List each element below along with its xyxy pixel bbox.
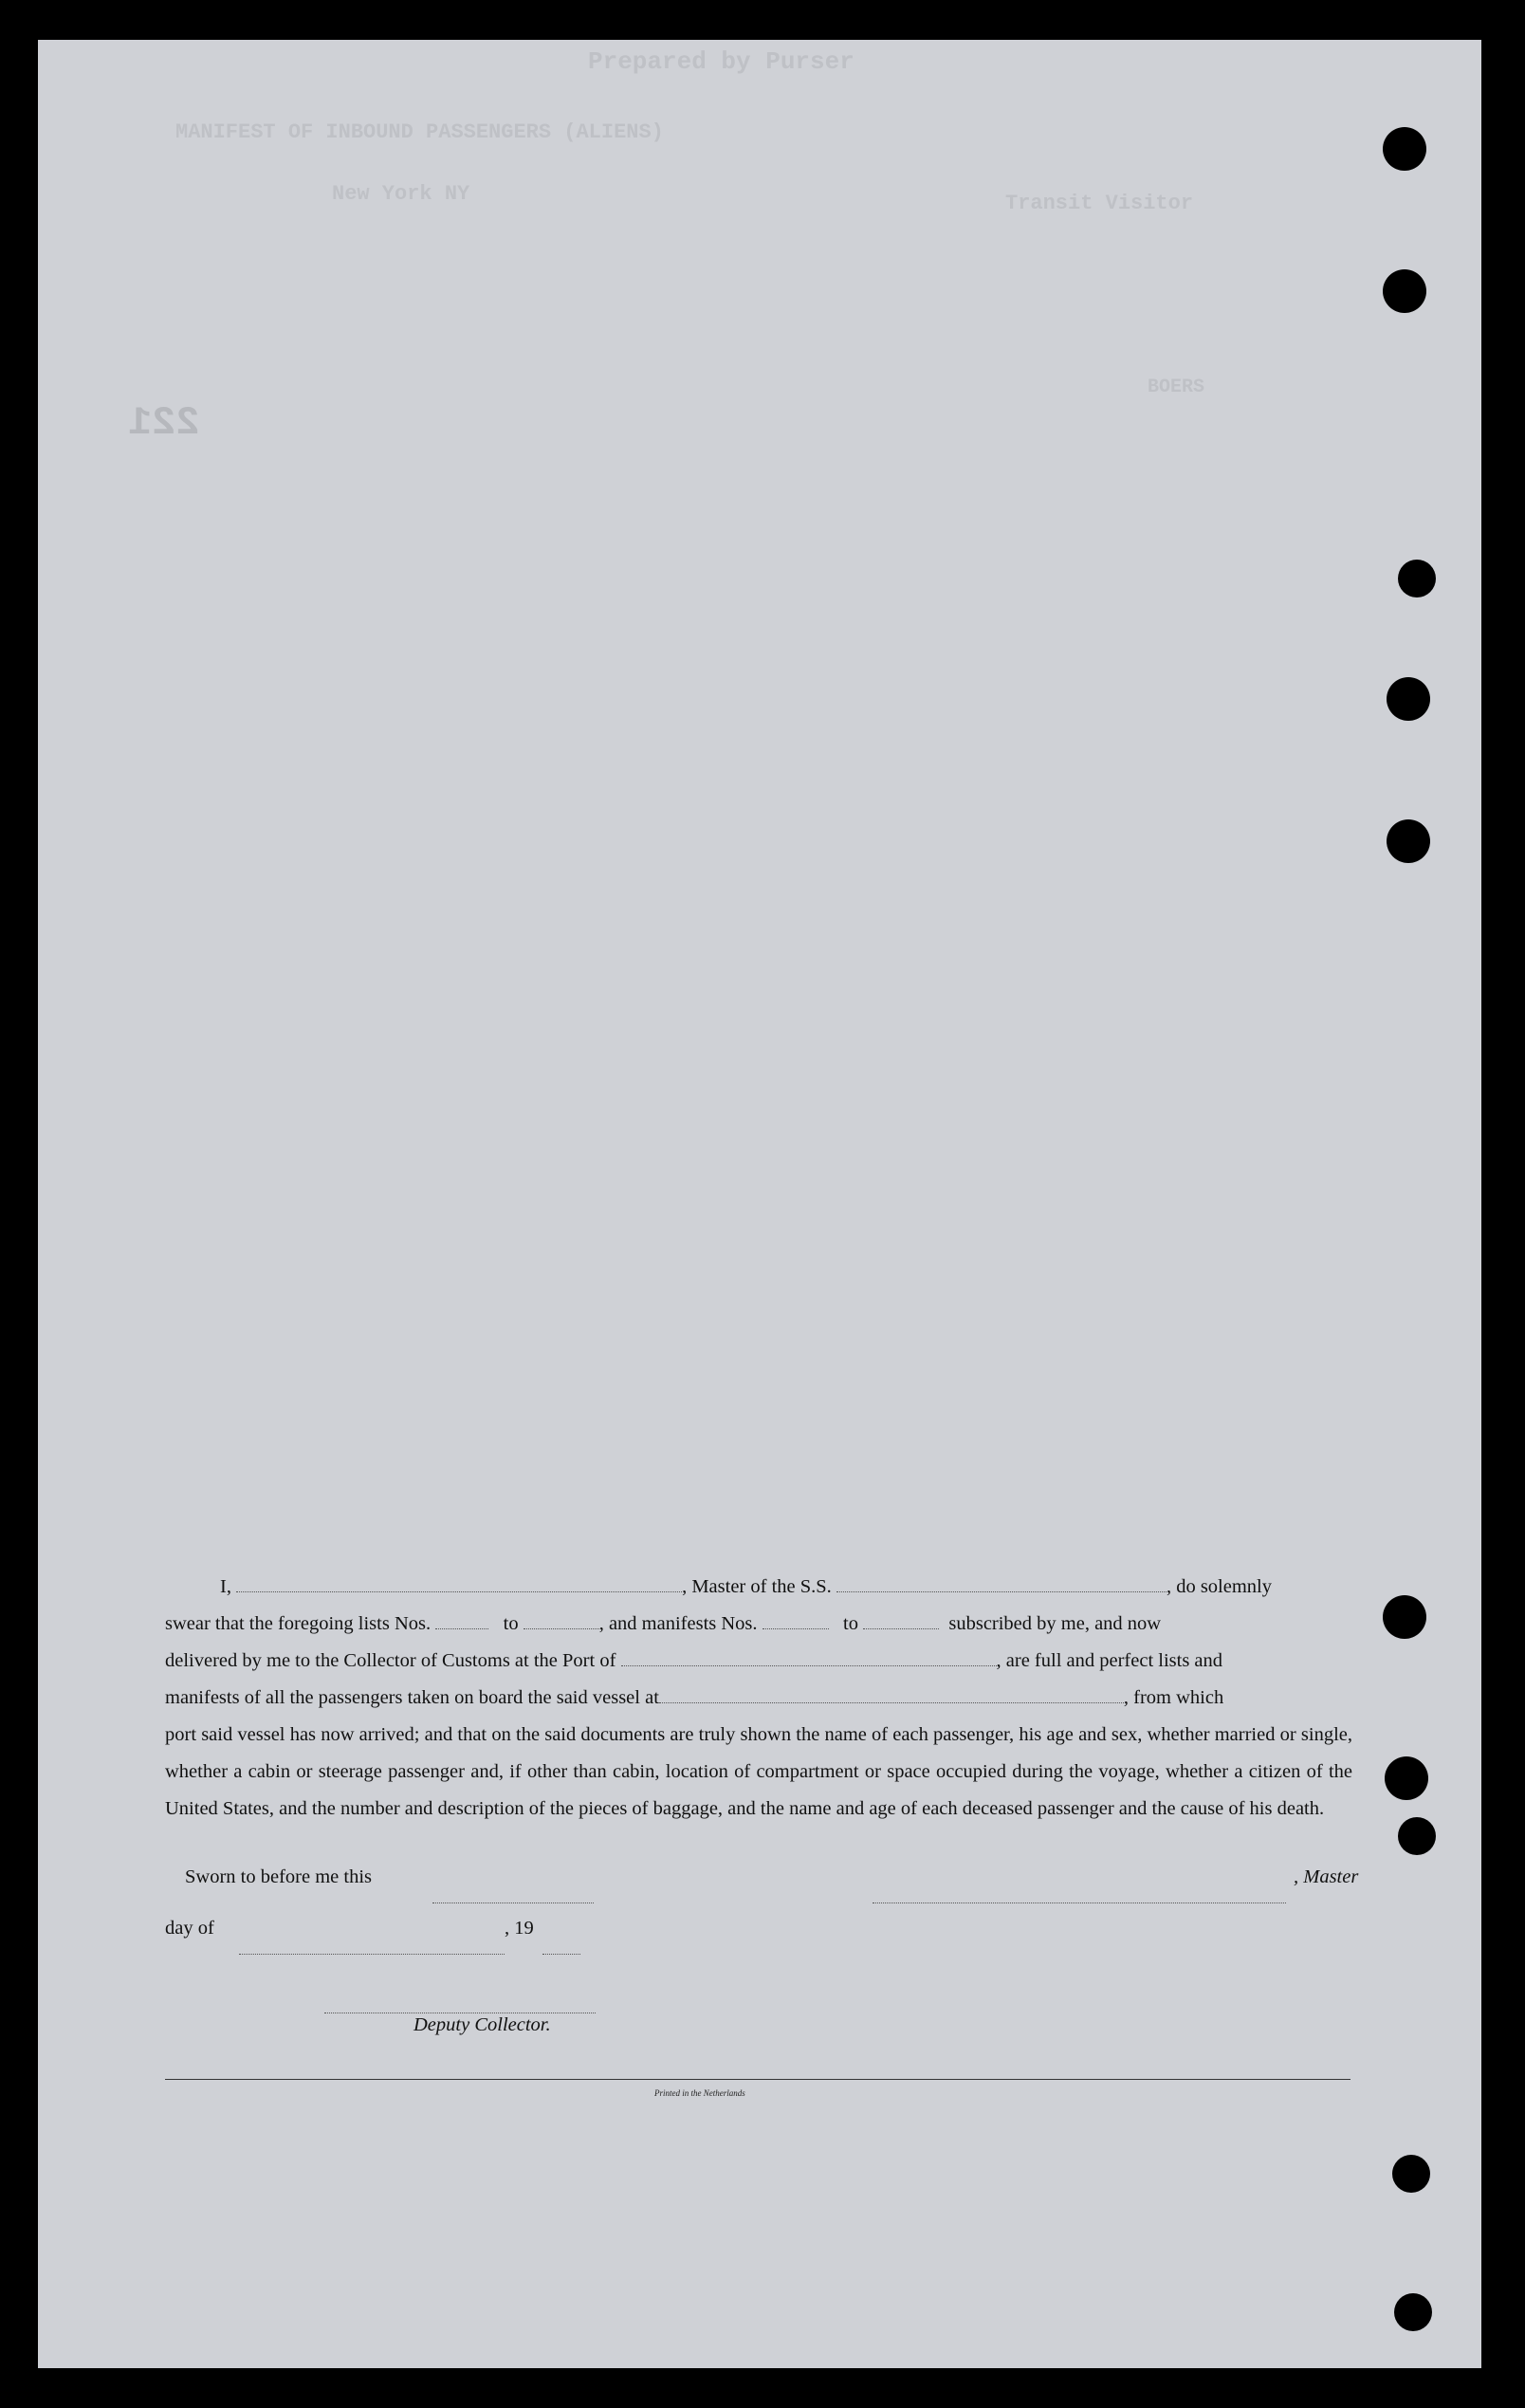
sworn-label: Sworn to before me this xyxy=(185,1866,372,1887)
bleed-through-text: Prepared by Purser xyxy=(588,47,854,76)
manifest-to-blank xyxy=(863,1611,939,1629)
punch-hole xyxy=(1387,819,1430,863)
day-of-label: day of xyxy=(165,1918,214,1939)
manifest-from-blank xyxy=(762,1611,829,1629)
oath-text: , do solemnly xyxy=(1166,1576,1272,1597)
sworn-day-blank xyxy=(432,1885,594,1903)
month-blank xyxy=(239,1937,505,1955)
horizontal-rule xyxy=(165,2079,1350,2080)
oath-text: subscribed by me, and now xyxy=(948,1613,1162,1634)
deputy-signature-blank xyxy=(324,1995,596,2013)
printer-note: Printed in the Netherlands xyxy=(654,2088,745,2098)
ship-name-blank xyxy=(836,1574,1167,1592)
oath-text: to xyxy=(843,1613,858,1634)
bleed-through-text: New York NY xyxy=(332,182,470,206)
port-blank xyxy=(621,1648,997,1666)
list-to-blank xyxy=(524,1611,599,1629)
master-label: , Master xyxy=(1294,1866,1359,1887)
year-blank xyxy=(542,1937,580,1955)
bleed-through-text: Transit Visitor xyxy=(1005,192,1194,215)
oath-text: delivered by me to the Collector of Customs at the Port of xyxy=(165,1650,616,1671)
master-signature-blank xyxy=(873,1885,1286,1903)
oath-text: swear that the foregoing lists Nos. xyxy=(165,1613,432,1634)
oath-text: I, xyxy=(220,1576,231,1597)
punch-hole xyxy=(1383,269,1426,313)
master-name-blank xyxy=(236,1574,682,1592)
punch-hole xyxy=(1394,2293,1432,2331)
bleed-through-text: BOERS xyxy=(1148,377,1205,398)
page-number: 221 xyxy=(128,400,200,446)
punch-hole xyxy=(1398,1817,1436,1855)
oath-text: port said vessel has now arrived; and that on the said documents are truly shown the name of each passenger, his age and sex, whether married or single, whether a cabin or steerage passenger and, if other than cabin, location of compartment or space occupied during the voyage, whether a citizen of the United States, and the number and description of the pieces of baggage, and the name and age of each deceased passenger and the cause of his death. xyxy=(165,1724,1352,1819)
oath-text: to xyxy=(503,1613,519,1634)
oath-text: manifests of all the passengers taken on board the said vessel at xyxy=(165,1687,659,1708)
list-from-blank xyxy=(435,1611,488,1629)
document-page xyxy=(38,40,1481,2368)
bleed-through-text: MANIFEST OF INBOUND PASSENGERS (ALIENS) xyxy=(175,120,664,144)
oath-text: , and manifests Nos. xyxy=(598,1613,758,1634)
oath-text: , are full and perfect lists and xyxy=(996,1650,1223,1671)
punch-hole xyxy=(1387,677,1430,721)
punch-hole xyxy=(1383,127,1426,171)
year-prefix: , 19 xyxy=(505,1918,534,1939)
punch-hole xyxy=(1398,560,1436,597)
punch-hole xyxy=(1392,2155,1430,2193)
punch-hole xyxy=(1383,1595,1426,1639)
oath-text: , from which xyxy=(1123,1687,1224,1708)
deputy-collector-label: Deputy Collector. xyxy=(413,2014,551,2035)
punch-hole xyxy=(1385,1756,1428,1800)
departure-port-blank xyxy=(659,1685,1124,1703)
oath-paragraph xyxy=(165,1569,1352,1828)
oath-text: , Master of the S.S. xyxy=(682,1576,832,1597)
